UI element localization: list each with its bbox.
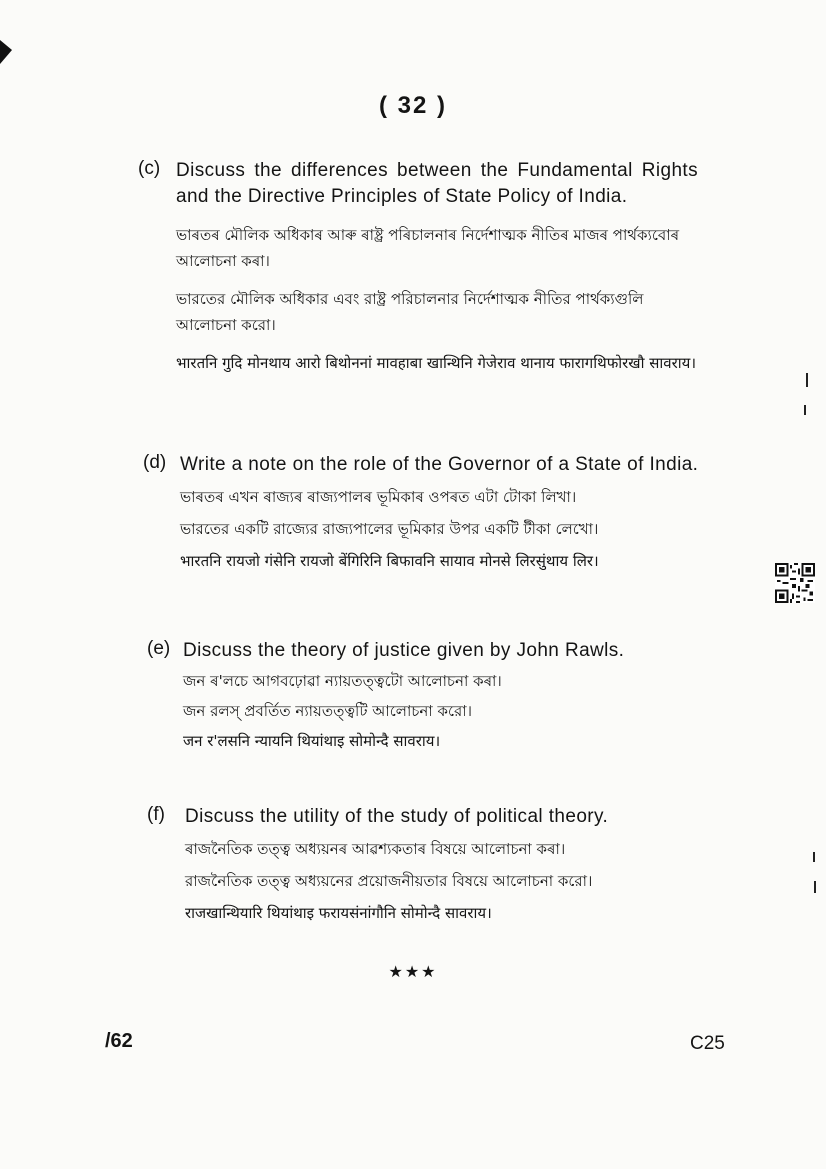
question-text-english: Discuss the theory of justice given by John Rawls. (183, 640, 625, 661)
question-label: (c) (138, 158, 161, 179)
question-text-bodo: जन र'लसनि न्यायनि थियांथाइ सोमोन्दै सावराय। (183, 732, 441, 750)
margin-mark (814, 881, 816, 893)
question-f (147, 804, 707, 926)
question-text-assamese: ৰাজনৈতিক তত্ত্ব অধ্যয়নৰ আৱশ্যকতাৰ বিষয়ে আলোচনা কৰা। (185, 840, 566, 858)
question-text-bodo: भारतनि गुदि मोनथाय आरो बिथोननां मावहाबा खान्थिनि गेजेराव थानाय फारागथिफोरखौ सावराय। (176, 354, 697, 372)
qr-code-icon (775, 563, 815, 603)
margin-mark (813, 852, 815, 862)
footer-page-code: /62 (105, 1030, 133, 1052)
question-label: (d) (143, 452, 167, 473)
question-text-assamese: ভাৰতৰ মৌলিক অধিকাৰ আৰু ৰাষ্ট্ৰ পৰিচালনাৰ নিৰ্দেশাত্মক নীতিৰ মাজৰ পাৰ্থক্যবোৰ আলোচনা কৰা। (176, 226, 680, 270)
question-text-assamese: ভাৰতৰ এখন ৰাজ্যৰ ৰাজ্যপালৰ ভূমিকাৰ ওপৰত এটা টোকা লিখা। (180, 488, 577, 506)
question-text-english: Discuss the differences between the Fundamental Rights and the Directive Principles of State Policy of India. (176, 160, 698, 207)
question-label: (e) (147, 638, 171, 659)
end-of-paper-stars: ★★★ (388, 962, 438, 981)
question-e (147, 638, 707, 754)
question-text-bengali: ভারতের মৌলিক অধিকার এবং রাষ্ট্র পরিচালনার নির্দেশাত্মক নীতির পার্থক্যগুলি আলোচনা করো। (176, 290, 644, 334)
question-c (138, 158, 698, 376)
question-text-bodo: भारतनि रायजो गंसेनि रायजो बेंगिरिनि बिफावनि सायाव मोनसे लिरसुंथाय लिर। (180, 552, 599, 570)
page-number: ( 32 ) (378, 92, 447, 119)
question-d (143, 452, 703, 574)
question-label: (f) (147, 804, 165, 825)
question-text-english: Discuss the utility of the study of political theory. (185, 806, 609, 827)
question-text-english: Write a note on the role of the Governor of a State of India. (180, 454, 699, 475)
question-text-bengali: ভারতের একটি রাজ্যের রাজ্যপালের ভূমিকার উপর একটি টীকা লেখো। (180, 520, 599, 538)
margin-mark (804, 405, 806, 415)
footer-paper-code: C25 (690, 1033, 725, 1054)
question-text-bodo: राजखान्थियारि थियांथाइ फरायसंनांगौनि सोमोन्दै सावराय। (185, 904, 492, 922)
page-corner-mark (0, 40, 12, 64)
question-text-bengali: রাজনৈতিক তত্ত্ব অধ্যয়নের প্রয়োজনীয়তার বিষয়ে আলোচনা করো। (185, 872, 593, 890)
question-text-assamese: জন ৰ'লচে আগবঢ়োৱা ন্যায়তত্ত্বটো আলোচনা কৰা। (183, 672, 502, 690)
margin-mark (806, 373, 808, 387)
question-text-bengali: জন রলস্ প্রবর্তিত ন্যায়তত্ত্বটি আলোচনা করো। (183, 702, 472, 720)
